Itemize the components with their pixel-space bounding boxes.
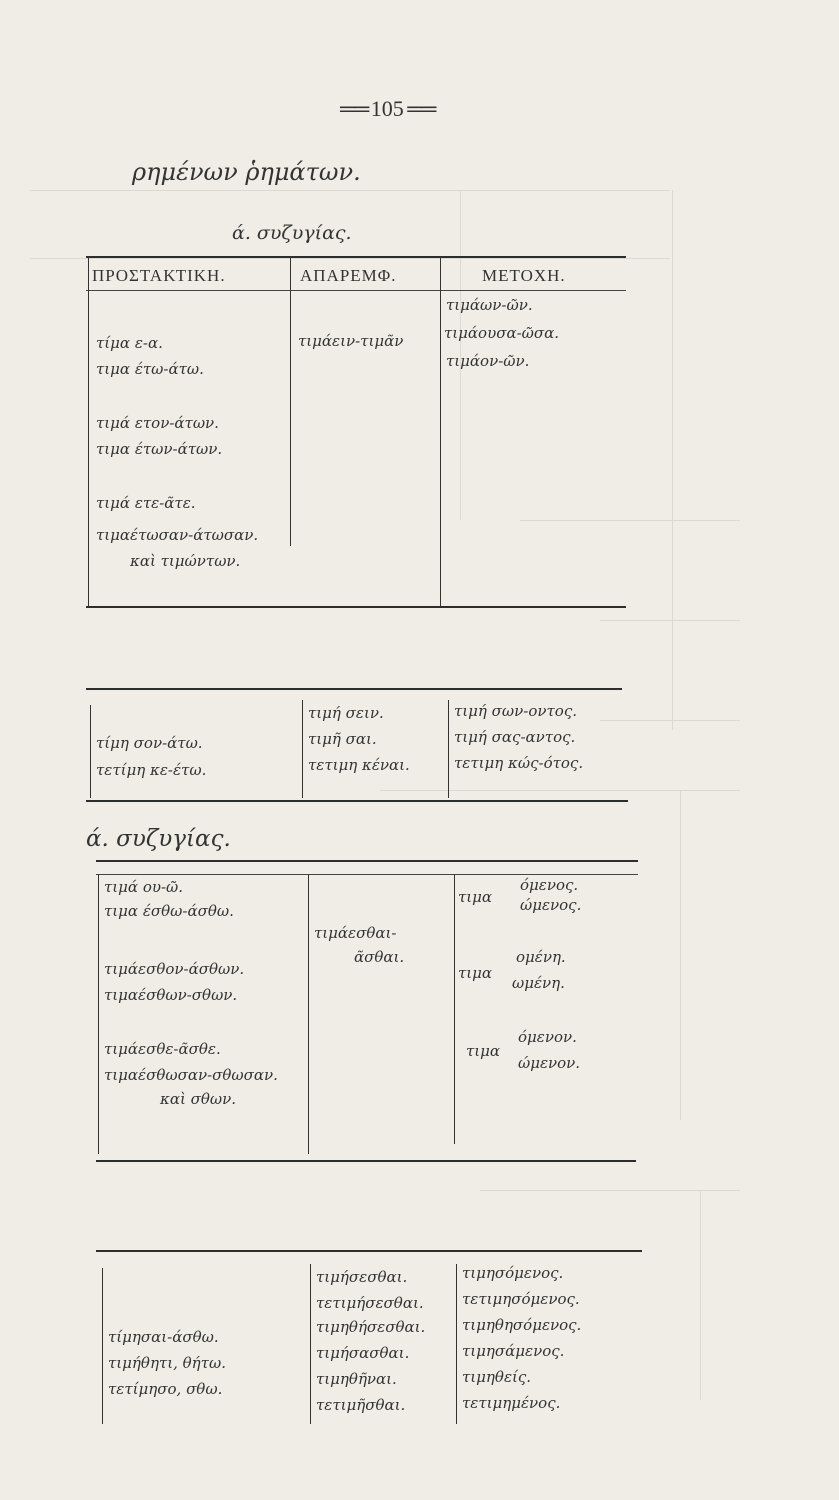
participle-ending: ομένη. [516, 948, 566, 966]
participle-ending: όμενον. [518, 1028, 577, 1046]
imperative-form: τιμάεσθον-άσθων. [104, 960, 245, 978]
infinitive-form: τιμηθήσεσθαι. [316, 1318, 426, 1336]
imperative-form: τιμα έσθω-άσθω. [104, 902, 234, 920]
infinitive-form: ᾶσθαι. [354, 948, 405, 966]
participle-form: τετιμη κώς-ότος. [454, 754, 584, 772]
infinitive-form: τιμάειν-τιμᾶν [298, 332, 404, 350]
imperative-form: καὶ τιμώντων. [130, 552, 241, 570]
participle-form: τετιμημένος. [462, 1394, 561, 1412]
imperative-form: τιμά ετε-ᾶτε. [96, 494, 196, 512]
participle-form: τιμή σων-οντος. [454, 702, 577, 720]
imperative-form: καὶ σθων. [160, 1090, 237, 1108]
page-heading: ρημένων ῥημάτων. [132, 158, 361, 186]
section-title: ά. συζυγίας. [86, 826, 231, 852]
participle-ending: ώμενος. [520, 896, 582, 914]
imperative-form: τετίμησο, σθω. [108, 1380, 223, 1398]
participle-stem: τιμα [458, 888, 493, 906]
header-imperative: ΠΡΟΣΤΑΚΤΙΚΗ. [92, 266, 226, 285]
infinitive-form: τιμήσασθαι. [316, 1344, 410, 1362]
participle-form: τιμή σας-αντος. [454, 728, 576, 746]
imperative-form: τίμη σον-άτω. [96, 734, 203, 752]
infinitive-form: τιμάεσθαι- [314, 924, 397, 942]
imperative-form: τετίμη κε-έτω. [96, 761, 207, 779]
header-infinitive: ΑΠΑΡΕΜΦ. [300, 266, 397, 285]
participle-ending: ώμενον. [518, 1054, 581, 1072]
participle-stem: τιμα [458, 964, 493, 982]
page-number: ══ 105 ══ [340, 96, 435, 121]
infinitive-form: τετιμήσεσθαι. [316, 1294, 424, 1312]
participle-ending: όμενος. [520, 876, 579, 894]
participle-form: τιμηθησόμενος. [462, 1316, 582, 1334]
imperative-form: τίμα ε-α. [96, 334, 163, 352]
header-participle: ΜΕΤΟΧΗ. [482, 266, 566, 285]
participle-form: τιμησόμενος. [462, 1264, 564, 1282]
imperative-form: τιμά ου-ῶ. [104, 878, 184, 896]
infinitive-form: τιμῆ σαι. [308, 730, 377, 748]
imperative-form: τιμαέσθωσαν-σθωσαν. [104, 1066, 278, 1084]
infinitive-form: τιμηθῆναι. [316, 1370, 397, 1388]
infinitive-form: τιμήσεσθαι. [316, 1268, 408, 1286]
section-subheading: ά. συζυγίας. [232, 222, 352, 244]
participle-form: τιμάουσα-ῶσα. [444, 324, 560, 342]
participle-form: τιμάων-ῶν. [446, 296, 533, 314]
imperative-form: τιμαέτωσαν-άτωσαν. [96, 526, 259, 544]
participle-form: τιμηθείς. [462, 1368, 532, 1386]
imperative-form: τιμάεσθε-ᾶσθε. [104, 1040, 221, 1058]
imperative-form: τιμαέσθων-σθων. [104, 986, 238, 1004]
infinitive-form: τετιμῆσθαι. [316, 1396, 406, 1414]
participle-form: τετιμησόμενος. [462, 1290, 580, 1308]
participle-form: τιμάον-ῶν. [446, 352, 530, 370]
imperative-form: τιμα έτων-άτων. [96, 440, 223, 458]
infinitive-form: τετιμη κέναι. [308, 756, 410, 774]
imperative-form: τιμα έτω-άτω. [96, 360, 204, 378]
imperative-form: τιμά ετον-άτων. [96, 414, 219, 432]
imperative-form: τίμησαι-άσθω. [108, 1328, 219, 1346]
infinitive-form: τιμή σειν. [308, 704, 384, 722]
participle-form: τιμησάμενος. [462, 1342, 565, 1360]
participle-ending: ωμένη. [512, 974, 565, 992]
imperative-form: τιμήθητι, θήτω. [108, 1354, 226, 1372]
participle-stem: τιμα [466, 1042, 501, 1060]
